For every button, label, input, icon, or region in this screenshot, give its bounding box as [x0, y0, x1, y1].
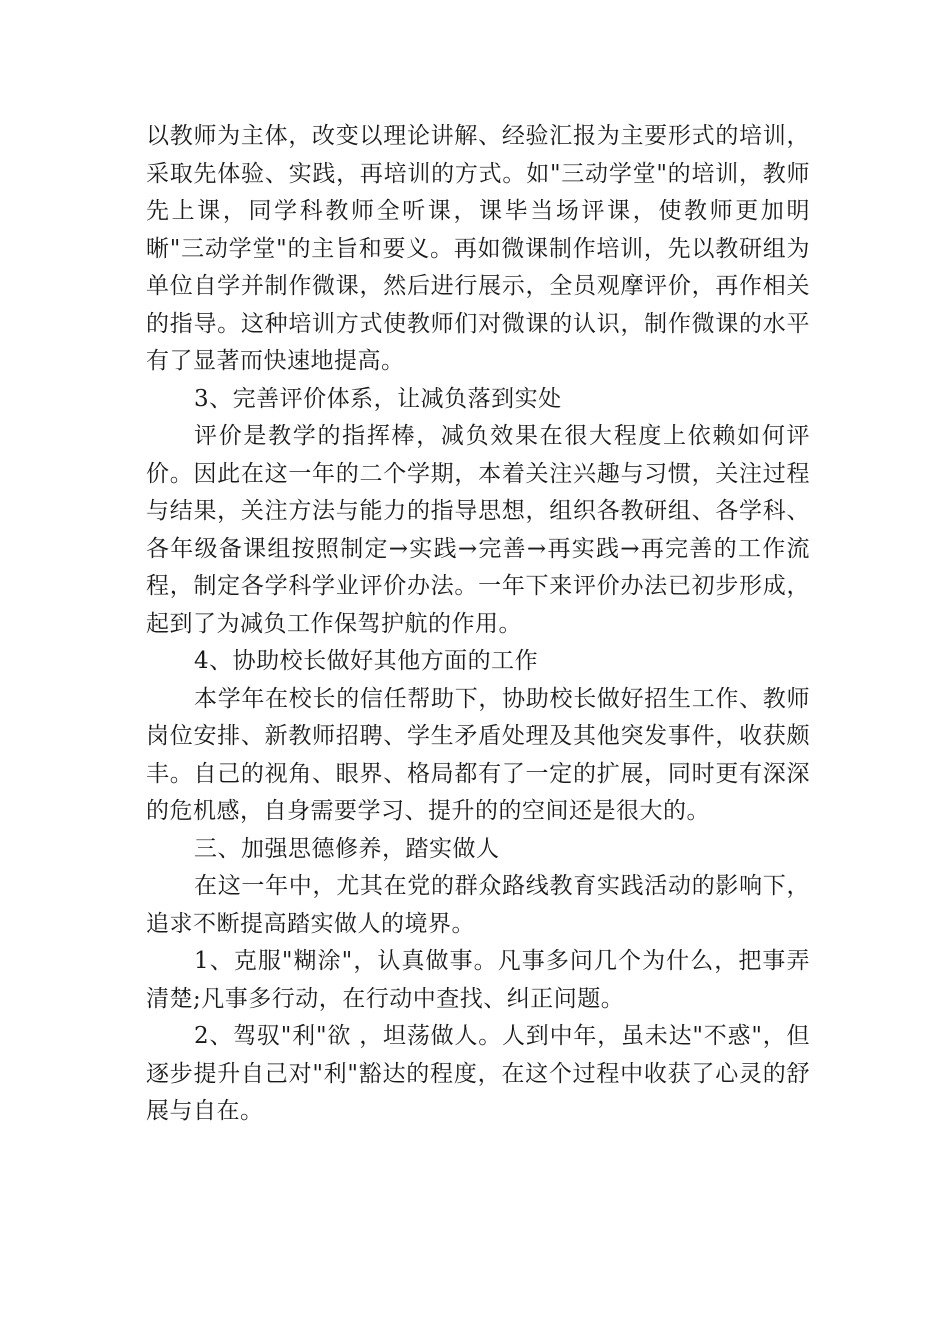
heading-assist-principal: 4、协助校长做好其他方面的工作	[194, 648, 539, 674]
paragraph-assist-principal: 本学年在校长的信任帮助下，协助校长做好招生工作、教师岗位安排、新教师招聘、学生矛盾处理及其他突发事件，收获颇丰。自己的视角、眼界、格局都有了一定的扩展，同时更有深深的危机感，自身需要学习、提升的的空间还是很大的。	[146, 685, 810, 824]
paragraph-overcome-confusion: 1、克服"糊涂"，认真做事。凡事多问几个为什么，把事弄清楚;凡事多行动，在行动中查找、纠正问题。	[146, 948, 810, 1012]
paragraph-control-desire: 2、驾驭"利"欲 ，坦荡做人。人到中年，虽未达"不惑"，但逐步提升自己对"利"豁达的程度，在这个过程中收获了心灵的舒展与自在。	[146, 1023, 810, 1124]
heading-moral-cultivation: 三、加强思德修养，踏实做人	[194, 835, 500, 862]
paragraph-training-method: 以教师为主体，改变以理论讲解、经验汇报为主要形式的培训，采取先体验、实践，再培训的方式。如"三动学堂"的培训，教师先上课，同学科教师全听课，课毕当场评课，使教师更加明晰"三动学堂"的主旨和要义。再如微课制作培训，先以教研组为单位自学并制作微课，然后进行展示，全员观摩评价，再作相关的指导。这种培训方式使教师们对微课的认识，制作微课的水平有了显著而快速地提高。	[146, 123, 810, 374]
paragraph-evaluation: 评价是教学的指挥棒，减负效果在很大程度上依赖如何评价。因此在这一年的二个学期，本着关注兴趣与习惯，关注过程与结果，关注方法与能力的指导思想，组织各教研组、各学科、各年级备课组按照制定→实践→完善→再实践→再完善的工作流程，制定各学科学业评价办法。一年下来评价办法已初步形成，起到了为减负工作保驾护航的作用。	[146, 423, 810, 637]
paragraph-this-year: 在这一年中，尤其在党的群众路线教育实践活动的影响下，追求不断提高踏实做人的境界。	[146, 873, 810, 937]
document-body	[146, 118, 810, 1131]
heading-evaluation-system: 3、完善评价体系，让减负落到实处	[194, 385, 562, 412]
